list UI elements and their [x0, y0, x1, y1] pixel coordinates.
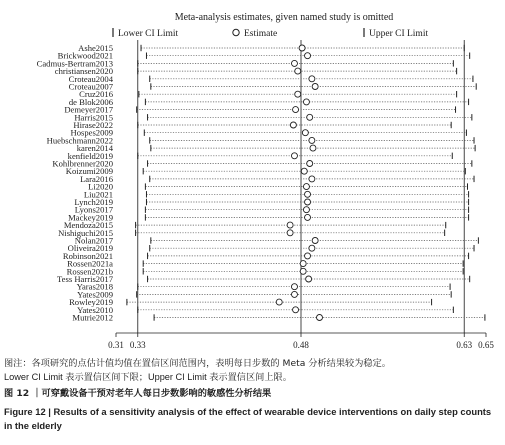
- study-row: [67, 259, 463, 269]
- study-row: [77, 143, 475, 153]
- study-row: [77, 289, 451, 299]
- study-label: christiansen2020: [54, 66, 113, 77]
- estimate-point: [300, 261, 306, 267]
- study-label: Yates2010: [77, 304, 113, 315]
- estimate-point: [300, 268, 306, 274]
- study-label: Kohlbrenner2020: [52, 158, 113, 169]
- study-row: [73, 120, 451, 130]
- estimate-point: [299, 45, 305, 51]
- study-row: [74, 112, 472, 122]
- estimate-point: [310, 145, 316, 151]
- study-label: Hirase2022: [73, 120, 113, 130]
- study-label: Lynch2019: [74, 197, 113, 207]
- estimate-point: [295, 68, 301, 74]
- study-label: Rossen2021b: [66, 266, 113, 277]
- study-row: [68, 212, 468, 222]
- study-row: [77, 305, 453, 315]
- x-tick-label: 0.33: [129, 340, 146, 350]
- study-row: [63, 251, 469, 261]
- estimate-point: [291, 153, 297, 159]
- estimate-point: [303, 184, 309, 190]
- legend-upper-label: Upper CI Limit: [369, 29, 429, 39]
- study-label: Rowley2019: [69, 297, 113, 308]
- estimate-point: [317, 315, 323, 321]
- study-row: [67, 266, 463, 276]
- estimate-point: [276, 299, 282, 305]
- estimate-point: [303, 99, 309, 105]
- study-label: Ashe2015: [78, 43, 113, 53]
- study-label: Koizumi2009: [65, 166, 113, 177]
- study-label: Croteau2007: [68, 81, 113, 92]
- study-label: Robinson2021: [62, 250, 113, 261]
- study-label: Nishiguchi2015: [58, 227, 113, 238]
- study-label: Oliveira2019: [67, 243, 113, 254]
- study-label: de Blok2006: [68, 96, 113, 107]
- chart-title: Meta-analysis estimates, given named study is omitted: [174, 12, 394, 23]
- estimate-point: [287, 222, 293, 228]
- study-row: [84, 189, 469, 199]
- study-label: Li2020: [88, 181, 113, 192]
- study-label: Demeyer2017: [64, 104, 113, 115]
- study-label: Brickwood2021: [57, 50, 113, 61]
- estimate-point: [312, 238, 318, 244]
- study-label: kenfield2019: [67, 150, 113, 161]
- study-label: Liu2021: [83, 189, 113, 200]
- study-label: Lara2016: [80, 173, 113, 184]
- study-label: Yates2009: [77, 289, 113, 300]
- study-row: [78, 43, 464, 53]
- caption-note-cn: 图注：各项研究的点估计值均值在置信区间范围内，表明每日步数的 Meta 分析结果较为稳定。: [4, 358, 391, 369]
- study-row: [68, 243, 474, 253]
- caption-note-limits: Lower CI Limit 表示置信区间下限；Upper CI Limit 表示置信区间上限。: [4, 372, 292, 382]
- study-label: Mendoza2015: [63, 220, 113, 231]
- study-label: Huebschmann2022: [46, 135, 113, 146]
- study-label: Nolan2017: [74, 235, 113, 246]
- figure-caption-en: Figure 12 | Results of a sensitivity analysis of the effect of wearable device interventions on daily step counts in the elderly: [4, 406, 492, 431]
- study-label: Rossen2021a: [67, 258, 113, 269]
- study-rows: [37, 43, 485, 323]
- study-row: [80, 174, 474, 184]
- estimate-point: [287, 230, 293, 236]
- study-row: [64, 105, 455, 115]
- x-tick-label: 0.63: [456, 340, 473, 350]
- study-label: Mutrie2012: [72, 312, 113, 323]
- legend-lower-label: Lower CI Limit: [118, 29, 179, 39]
- estimate-point: [306, 276, 312, 282]
- estimate-point: [305, 253, 311, 259]
- estimate-point: [291, 60, 297, 66]
- estimate-point: [295, 91, 301, 97]
- study-label: Yaras2018: [76, 281, 113, 292]
- estimate-point: [309, 245, 315, 251]
- study-row: [52, 159, 471, 169]
- study-label: Cruz2016: [79, 89, 113, 100]
- estimate-point: [291, 291, 297, 297]
- estimate-point: [307, 114, 313, 120]
- study-label: karen2014: [76, 143, 113, 154]
- study-label: Tess Harris2017: [57, 274, 113, 284]
- estimate-point: [291, 284, 297, 290]
- x-tick-label: 0.48: [293, 340, 309, 350]
- study-row: [75, 205, 469, 215]
- study-label: Cadmus-Bertram2013: [36, 58, 113, 69]
- estimate-point: [309, 76, 315, 82]
- study-label: Hospes2009: [70, 127, 113, 138]
- study-row: [55, 66, 457, 76]
- estimate-point: [303, 207, 309, 213]
- study-row: [57, 274, 470, 284]
- estimate-point: [307, 161, 313, 167]
- legend-estimate-label: Estimate: [244, 29, 278, 39]
- study-row: [88, 182, 467, 192]
- study-row: [68, 151, 453, 161]
- estimate-point: [305, 199, 311, 205]
- legend-estimate-marker: [233, 29, 239, 35]
- estimate-point: [309, 176, 315, 182]
- study-label: Mackey2019: [68, 212, 113, 223]
- study-label: Harris2015: [74, 112, 113, 123]
- estimate-point: [290, 122, 296, 128]
- study-row: [66, 166, 466, 176]
- x-tick-label: 0.65: [478, 340, 494, 350]
- study-row: [58, 228, 445, 238]
- legend: [113, 28, 428, 39]
- study-row: [69, 82, 477, 92]
- estimate-point: [305, 53, 311, 59]
- study-row: [79, 89, 457, 99]
- estimate-point: [309, 137, 315, 143]
- study-row: [74, 197, 468, 207]
- study-row: [75, 236, 479, 246]
- estimate-point: [293, 107, 299, 113]
- study-row: [69, 74, 473, 84]
- figure-caption-cn: 图 12 ｜可穿戴设备干预对老年人每日步数影响的敏感性分析结果: [4, 388, 272, 399]
- study-row: [69, 97, 469, 107]
- estimate-point: [312, 84, 318, 90]
- study-row: [64, 220, 446, 230]
- study-label: Lyons2017: [74, 204, 113, 215]
- estimate-point: [305, 191, 311, 197]
- reference-lines: [138, 40, 464, 333]
- estimate-point: [293, 307, 299, 313]
- study-row: [58, 51, 470, 61]
- estimate-point: [302, 130, 308, 136]
- x-tick-label: 0.31: [108, 340, 124, 350]
- study-row: [77, 282, 450, 292]
- estimate-point: [301, 168, 307, 174]
- study-row: [72, 313, 484, 323]
- estimate-point: [305, 214, 311, 220]
- x-axis-ticks: [108, 333, 494, 350]
- study-row: [69, 297, 432, 307]
- study-row: [71, 128, 467, 138]
- study-label: Croteau2004: [68, 73, 113, 84]
